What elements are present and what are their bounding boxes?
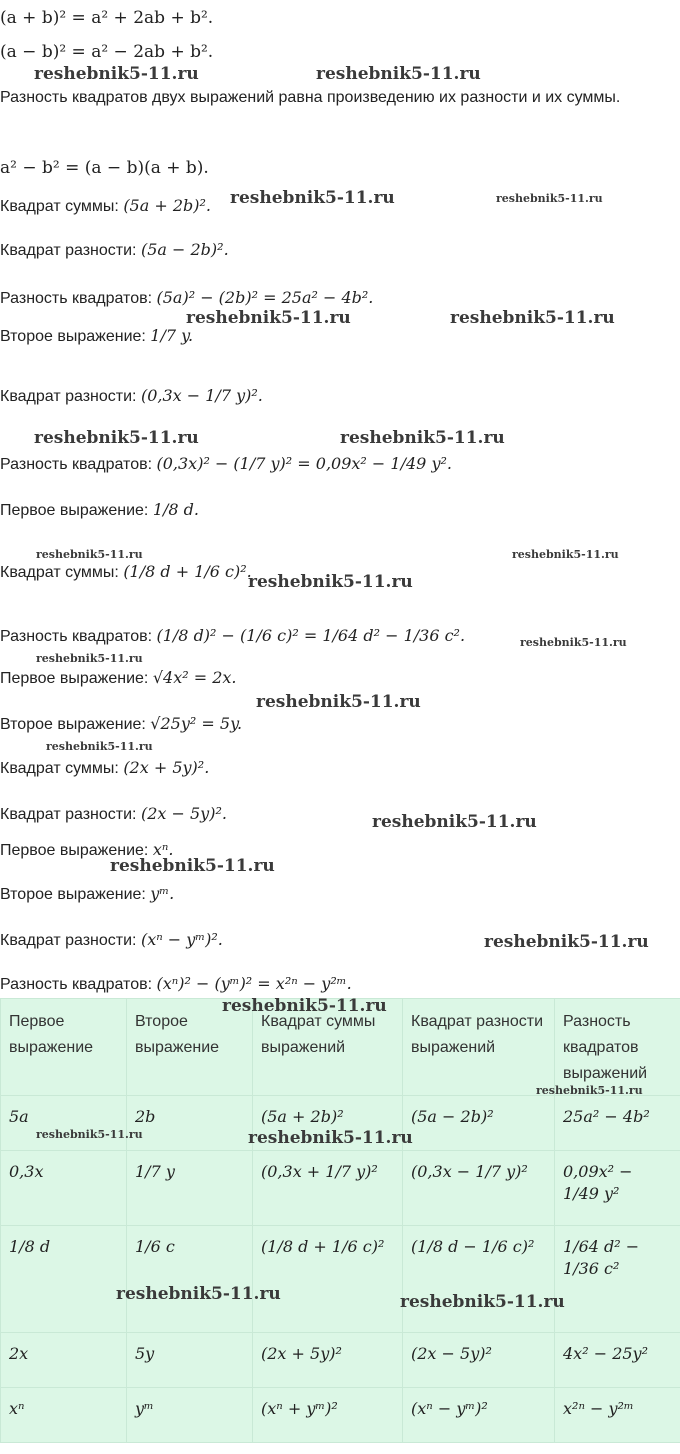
table-cell: 5y [127, 1333, 253, 1388]
table-cell: xⁿ [1, 1388, 127, 1443]
label: Квадрат суммы: [0, 198, 119, 215]
formula-square-of-sum: (a + b)² = a² + 2ab + b². [0, 8, 214, 28]
table-cell: 2b [127, 1096, 253, 1151]
watermark: reshebnik5-11.ru [484, 932, 649, 952]
table-cell: yᵐ [127, 1388, 253, 1443]
header-difference-of-squares: Разность квадратов выражений [555, 999, 680, 1096]
label: Квадрат разности: [0, 932, 137, 949]
table-cell: (5a − 2b)² [403, 1096, 555, 1151]
line-difference-of-squares-3 [0, 626, 465, 647]
line-square-of-difference-1 [0, 240, 229, 261]
watermark: reshebnik5-11.ru [340, 428, 505, 448]
label: Квадрат разности: [0, 806, 137, 823]
table-cell: (xⁿ − yᵐ)² [403, 1388, 555, 1443]
table-cell: (xⁿ + yᵐ)² [253, 1388, 403, 1443]
watermark: reshebnik5-11.ru [248, 572, 413, 592]
table-cell: 1/64 d² − 1/36 c² [555, 1226, 680, 1333]
watermark: reshebnik5-11.ru [46, 740, 153, 753]
watermark: reshebnik5-11.ru [372, 812, 537, 832]
watermark: reshebnik5-11.ru [316, 64, 481, 84]
math: (1/8 d + 1/6 c)². [123, 562, 252, 581]
table-cell: 25a² − 4b² [555, 1096, 680, 1151]
line-square-of-sum-3 [0, 758, 209, 779]
watermark: reshebnik5-11.ru [496, 192, 603, 205]
watermark: reshebnik5-11.ru [116, 1284, 281, 1304]
label: Второе выражение: [0, 716, 146, 733]
math: (5a)² − (2b)² = 25a² − 4b². [156, 288, 374, 307]
table-cell: 1/7 y [127, 1151, 253, 1226]
table-cell: (1/8 d − 1/6 c)² [403, 1226, 555, 1333]
line-square-of-difference-4 [0, 930, 223, 951]
watermark: reshebnik5-11.ru [520, 636, 627, 649]
label: Второе выражение: [0, 886, 146, 903]
watermark: reshebnik5-11.ru [450, 308, 615, 328]
table-row [1, 1226, 680, 1333]
math: xⁿ. [152, 840, 174, 859]
watermark: reshebnik5-11.ru [34, 428, 199, 448]
label: Разность квадратов: [0, 976, 153, 993]
watermark: reshebnik5-11.ru [222, 996, 387, 1016]
table-cell: (1/8 d + 1/6 c)² [253, 1226, 403, 1333]
math: 1/8 d. [152, 500, 199, 519]
math: 1/7 y. [150, 326, 194, 345]
table-cell: x²ⁿ − y²ᵐ [555, 1388, 680, 1443]
watermark: reshebnik5-11.ru [536, 1084, 643, 1097]
watermark: reshebnik5-11.ru [36, 652, 143, 665]
math: (2x − 5y)². [140, 804, 227, 823]
header-square-of-sum: Квадрат суммы выражений [253, 999, 403, 1096]
math: (2x + 5y)². [123, 758, 210, 777]
watermark: reshebnik5-11.ru [36, 1128, 143, 1141]
math: (0,3x − 1/7 y)². [140, 386, 263, 405]
line-first-expression-1 [0, 500, 199, 521]
formula-square-of-difference: (a − b)² = a² − 2ab + b². [0, 42, 214, 62]
line-square-of-sum-2 [0, 562, 252, 583]
math: √4x² = 2x. [152, 668, 237, 687]
table-cell: 0,09x² − 1/49 y² [555, 1151, 680, 1226]
watermark: reshebnik5-11.ru [400, 1292, 565, 1312]
label: Квадрат разности: [0, 242, 137, 259]
summary-table [0, 998, 680, 1443]
label: Разность квадратов: [0, 290, 153, 307]
watermark: reshebnik5-11.ru [110, 856, 275, 876]
math: yᵐ. [150, 884, 175, 903]
line-square-of-difference-3 [0, 804, 227, 825]
watermark: reshebnik5-11.ru [256, 692, 421, 712]
watermark: reshebnik5-11.ru [230, 188, 395, 208]
label: Первое выражение: [0, 670, 149, 687]
table-cell: (0,3x + 1/7 y)² [253, 1151, 403, 1226]
table-cell: (5a + 2b)² [253, 1096, 403, 1151]
label: Квадрат суммы: [0, 564, 119, 581]
table-cell: (2x − 5y)² [403, 1333, 555, 1388]
watermark: reshebnik5-11.ru [512, 548, 619, 561]
label: Квадрат разности: [0, 388, 137, 405]
table-row [1, 1388, 680, 1443]
table-cell: 0,3x [1, 1151, 127, 1226]
line-difference-of-squares-4 [0, 974, 352, 995]
label: Разность квадратов: [0, 456, 153, 473]
math: (5a − 2b)². [140, 240, 229, 259]
table-cell: (2x + 5y)² [253, 1333, 403, 1388]
table-cell: 4x² − 25y² [555, 1333, 680, 1388]
line-square-of-difference-2 [0, 386, 263, 407]
watermark: reshebnik5-11.ru [36, 548, 143, 561]
line-difference-of-squares-1 [0, 288, 373, 309]
header-square-of-difference: Квадрат разности выражений [403, 999, 555, 1096]
watermark: reshebnik5-11.ru [186, 308, 351, 328]
math: (5a + 2b)². [123, 196, 212, 215]
line-second-expression-3 [0, 884, 174, 905]
watermark: reshebnik5-11.ru [248, 1128, 413, 1148]
label: Квадрат суммы: [0, 760, 119, 777]
table-cell: 5a [1, 1096, 127, 1151]
line-first-expression-2 [0, 668, 237, 689]
math: (xⁿ − yᵐ)². [140, 930, 223, 949]
header-second-expression: Второе выражение [127, 999, 253, 1096]
line-square-of-sum-1 [0, 196, 211, 217]
formula-difference-of-squares: a² − b² = (a − b)(a + b). [0, 158, 209, 178]
math: (0,3x)² − (1/7 y)² = 0,09x² − 1/49 y². [156, 454, 452, 473]
table-row [1, 1151, 680, 1226]
math: (1/8 d)² − (1/6 c)² = 1/64 d² − 1/36 c². [156, 626, 466, 645]
table-cell: 2x [1, 1333, 127, 1388]
watermark: reshebnik5-11.ru [34, 64, 199, 84]
line-second-expression-2 [0, 714, 242, 735]
label: Второе выражение: [0, 328, 146, 345]
line-second-expression-1 [0, 326, 193, 347]
label: Первое выражение: [0, 842, 149, 859]
table-cell: 1/6 c [127, 1226, 253, 1333]
header-first-expression: Первое выражение [1, 999, 127, 1096]
label: Разность квадратов: [0, 628, 153, 645]
math: (xⁿ)² − (yᵐ)² = x²ⁿ − y²ᵐ. [156, 974, 352, 993]
math: √25y² = 5y. [150, 714, 243, 733]
table-cell: (0,3x − 1/7 y)² [403, 1151, 555, 1226]
table-cell: 1/8 d [1, 1226, 127, 1333]
label: Первое выражение: [0, 502, 149, 519]
rule-difference-of-squares: Разность квадратов двух выражений равна произведению их разности и их суммы. [0, 89, 621, 106]
line-difference-of-squares-2 [0, 454, 452, 475]
table-row [1, 1333, 680, 1388]
